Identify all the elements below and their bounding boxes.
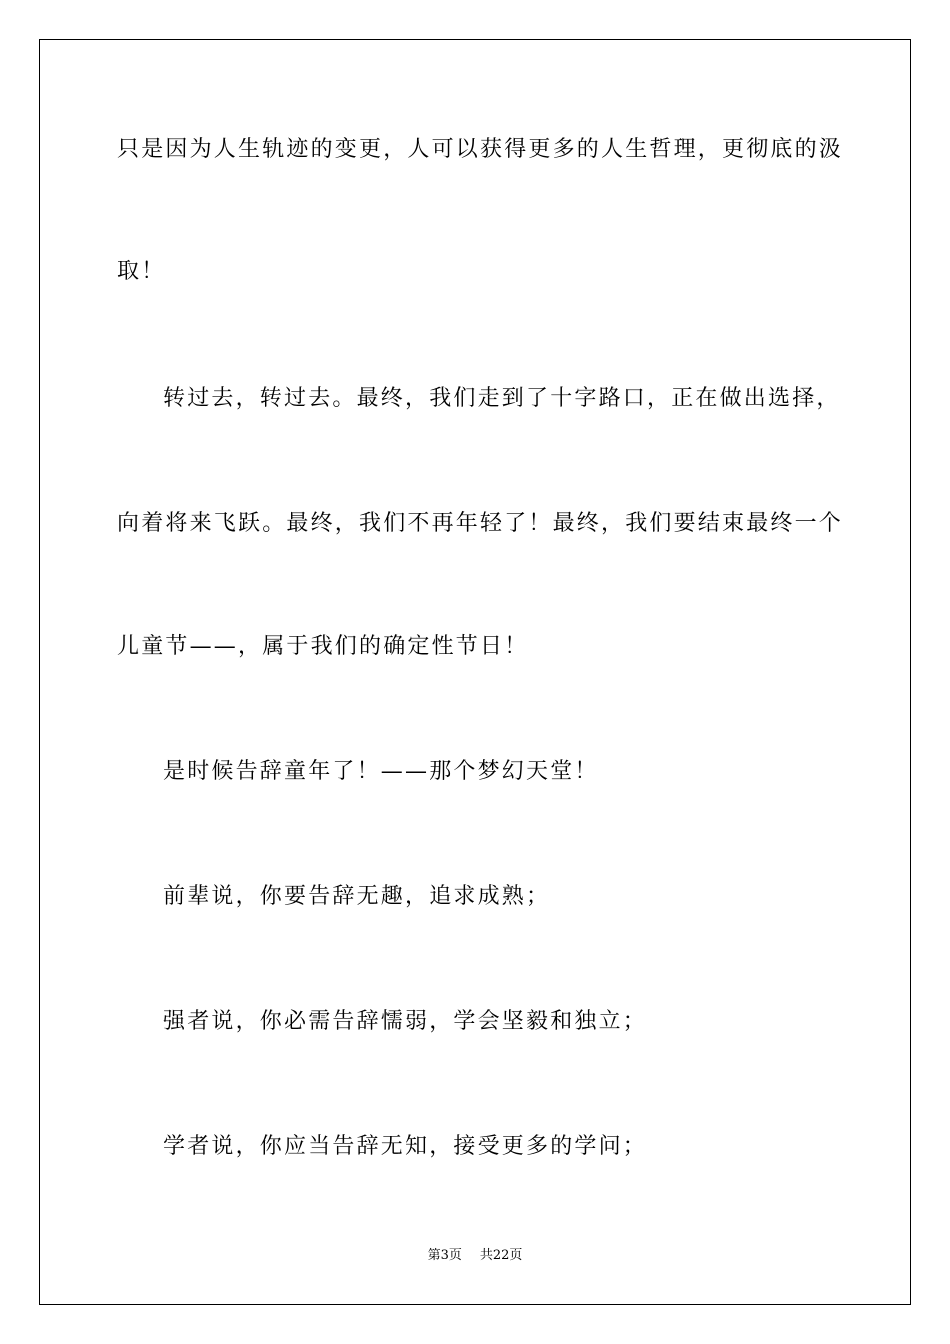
- body-line-2: 取！: [117, 259, 166, 284]
- page-number: 第3页: [427, 1248, 462, 1263]
- page-total: 共22页: [479, 1248, 523, 1263]
- body-line-8: 强者说，你必需告辞懦弱，学会坚毅和独立；: [163, 1009, 648, 1034]
- page-border: [39, 39, 911, 1305]
- body-line-1: 只是因为人生轨迹的变更，人可以获得更多的人生哲理，更彻底的汲: [117, 137, 844, 162]
- body-line-5: 儿童节——，属于我们的确定性节日！: [117, 634, 529, 659]
- body-line-3: 转过去，转过去。最终，我们走到了十字路口，正在做出选择，: [163, 386, 841, 411]
- body-line-4: 向着将来飞跃。最终，我们不再年轻了！最终，我们要结束最终一个: [117, 511, 844, 536]
- page-footer: [0, 1247, 950, 1265]
- body-line-7: 前辈说，你要告辞无趣，追求成熟；: [163, 884, 551, 909]
- body-line-6: 是时候告辞童年了！——那个梦幻天堂！: [163, 759, 599, 784]
- body-line-9: 学者说，你应当告辞无知，接受更多的学问；: [163, 1134, 648, 1159]
